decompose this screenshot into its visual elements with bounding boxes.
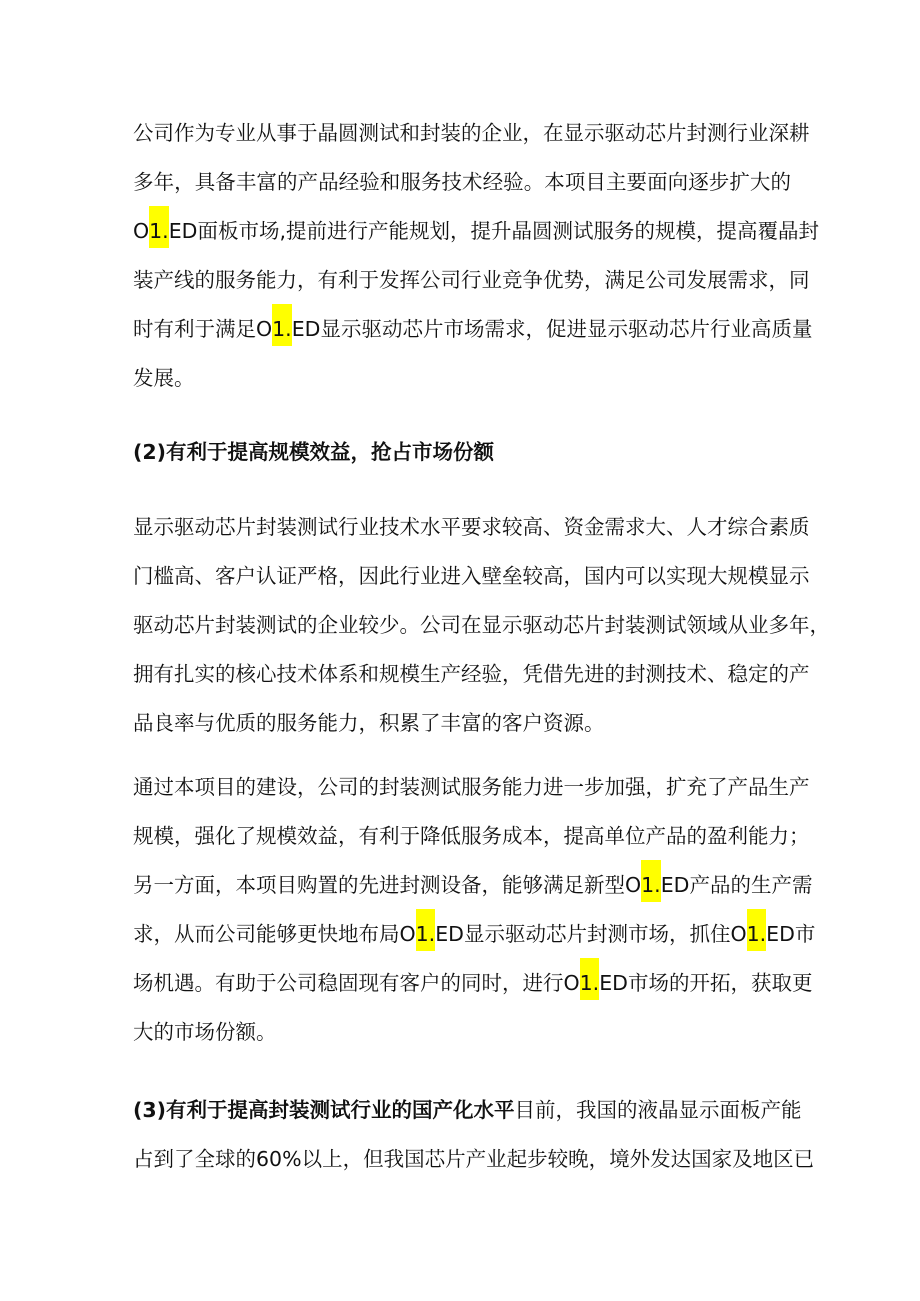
text-segment: 大的市场份额。 <box>133 1020 277 1044</box>
text-line <box>133 207 819 256</box>
highlighted-text: 1. <box>580 958 600 1000</box>
highlighted-text: 1. <box>641 860 661 902</box>
text-segment: 另一方面，本项目购置的先进封测设备，能够满足新型O <box>133 873 642 897</box>
text-segment: 时有利于满足O <box>133 317 273 341</box>
text-segment: ED市 <box>766 922 816 946</box>
text-segment: 公司作为专业从事于晶圆测试和封装的企业，在显示驱动芯片封测行业深耕 <box>133 121 810 145</box>
text-line <box>133 763 810 812</box>
text-line <box>133 699 791 748</box>
highlighted-text: 1. <box>149 206 169 248</box>
text-line <box>133 428 791 477</box>
text-segment: O <box>133 219 150 243</box>
section-heading-2 <box>133 428 791 477</box>
text-line <box>133 503 810 552</box>
text-line <box>133 1008 791 1057</box>
highlighted-text: 1. <box>272 304 292 346</box>
text-line <box>133 910 816 959</box>
text-segment: (2)有利于提高规模效益，抢占市场份额 <box>133 440 495 464</box>
bold-heading-text: (3)有利于提高封装测试行业的国产化水平 <box>133 1098 515 1122</box>
paragraph-3 <box>133 763 816 1057</box>
text-segment: ED显示驱动芯片市场需求，促进显示驱动芯片行业高质量 <box>291 317 813 341</box>
text-line <box>133 812 810 861</box>
text-segment: ED市场的开拓，获取更 <box>599 971 813 995</box>
paragraph-4 <box>133 1086 815 1184</box>
text-line <box>133 354 791 403</box>
text-line <box>133 305 813 354</box>
highlighted-text: 1. <box>747 909 767 951</box>
text-segment: 规模，强化了规模效益，有利于降低服务成本，提高单位产品的盈利能力； <box>133 824 810 848</box>
text-segment: 品良率与优质的服务能力，积累了丰富的客户资源。 <box>133 711 605 735</box>
text-segment: 驱动芯片封装测试的企业较少。公司在显示驱动芯片封装测试领域从业多年， <box>133 613 830 637</box>
text-segment: 发展。 <box>133 366 195 390</box>
text-segment: 求，从而公司能够更快地布局O <box>133 922 416 946</box>
text-segment: 多年，具备丰富的产品经验和服务技术经验。本项目主要面向逐步扩大的 <box>133 170 791 194</box>
text-segment: 占到了全球的60%以上，但我国芯片产业起步较晚，境外发达国家及地区已 <box>133 1147 815 1171</box>
text-line <box>133 552 810 601</box>
text-line <box>133 1135 815 1184</box>
text-segment: ED产品的生产需 <box>660 873 813 897</box>
text-line <box>133 109 810 158</box>
text-line <box>133 601 830 650</box>
text-segment: 场机遇。有助于公司稳固现有客户的同时，进行O <box>133 971 580 995</box>
text-line <box>133 158 791 207</box>
text-segment: 装产线的服务能力，有利于发挥公司行业竞争优势，满足公司发展需求，同 <box>133 268 810 292</box>
paragraph-2 <box>133 503 830 748</box>
text-segment: 通过本项目的建设，公司的封装测试服务能力进一步加强，扩充了产品生产 <box>133 775 810 799</box>
text-segment: ED面板市场,提前进行产能规划，提升晶圆测试服务的规模，提高覆晶封 <box>168 219 819 243</box>
text-line <box>133 256 810 305</box>
text-line <box>133 959 813 1008</box>
text-line <box>133 1086 802 1135</box>
highlighted-text: 1. <box>416 909 436 951</box>
text-segment: ED显示驱动芯片封测市场，抓住O <box>435 922 747 946</box>
paragraph-1 <box>133 109 819 403</box>
text-line <box>133 650 810 699</box>
text-segment: 门槛高、客户认证严格，因此行业进入壁垒较高，国内可以实现大规模显示 <box>133 564 810 588</box>
text-segment: 目前，我国的液晶显示面板产能 <box>514 1098 802 1122</box>
text-segment: 显示驱动芯片封装测试行业技术水平要求较高、资金需求大、人才综合素质 <box>133 515 810 539</box>
text-segment: 拥有扎实的核心技术体系和规模生产经验，凭借先进的封测技术、稳定的产 <box>133 662 810 686</box>
text-line <box>133 861 813 910</box>
